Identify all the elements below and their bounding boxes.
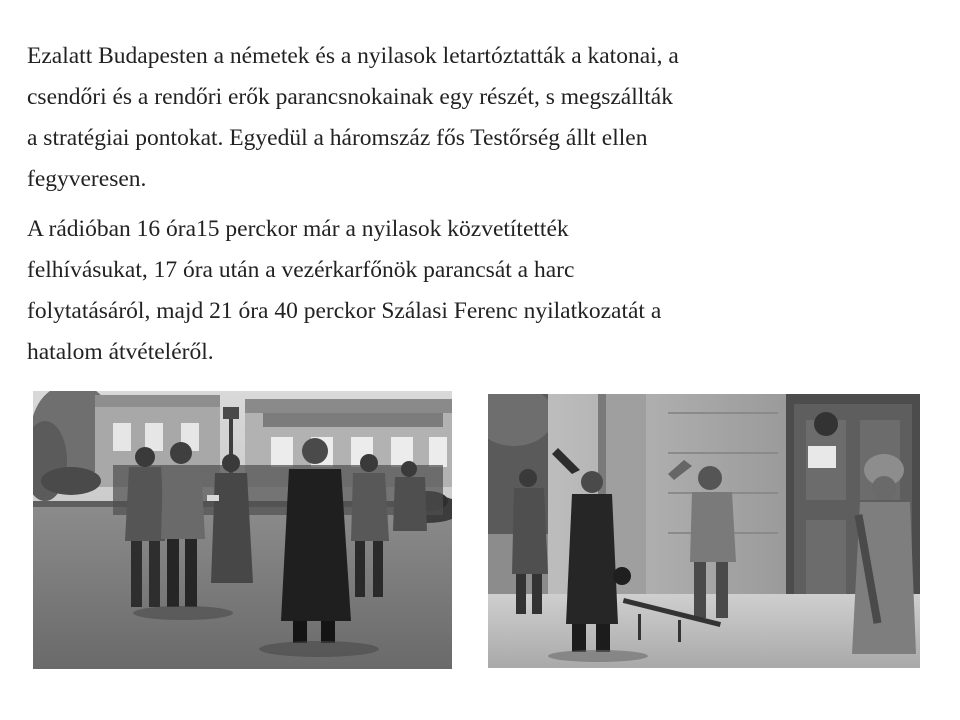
- slide-text: [27, 36, 932, 373]
- paragraph-2-line: folytatásáról, majd 21 óra 40 perckor Szálasi Ferenc nyilatkozatát a: [27, 298, 662, 324]
- paragraph-2: [27, 209, 932, 373]
- paragraph-1-line: fegyveresen.: [27, 166, 147, 192]
- photo-street-march: [33, 391, 452, 669]
- photo-building-entrance-image: [488, 394, 920, 668]
- paragraph-2-line: A rádióban 16 óra15 perckor már a nyilasok közvetítették: [27, 216, 569, 242]
- paragraph-2-line: hatalom átvételéről.: [27, 339, 214, 365]
- paragraph-1-line: csendőri és a rendőri erők parancsnokainak egy részét, s megszállták: [27, 84, 673, 110]
- paragraph-1-line: a stratégiai pontokat. Egyedül a háromszáz fős Testőrség állt ellen: [27, 125, 648, 151]
- paragraph-2-line: felhívásukat, 17 óra után a vezérkarfőnök parancsát a harc: [27, 257, 575, 283]
- photo-street-march-image: [33, 391, 452, 669]
- photo-building-entrance: [488, 394, 920, 668]
- paragraph-1: [27, 36, 932, 200]
- paragraph-1-line: Ezalatt Budapesten a németek és a nyilasok letartóztatták a katonai, a: [27, 43, 679, 69]
